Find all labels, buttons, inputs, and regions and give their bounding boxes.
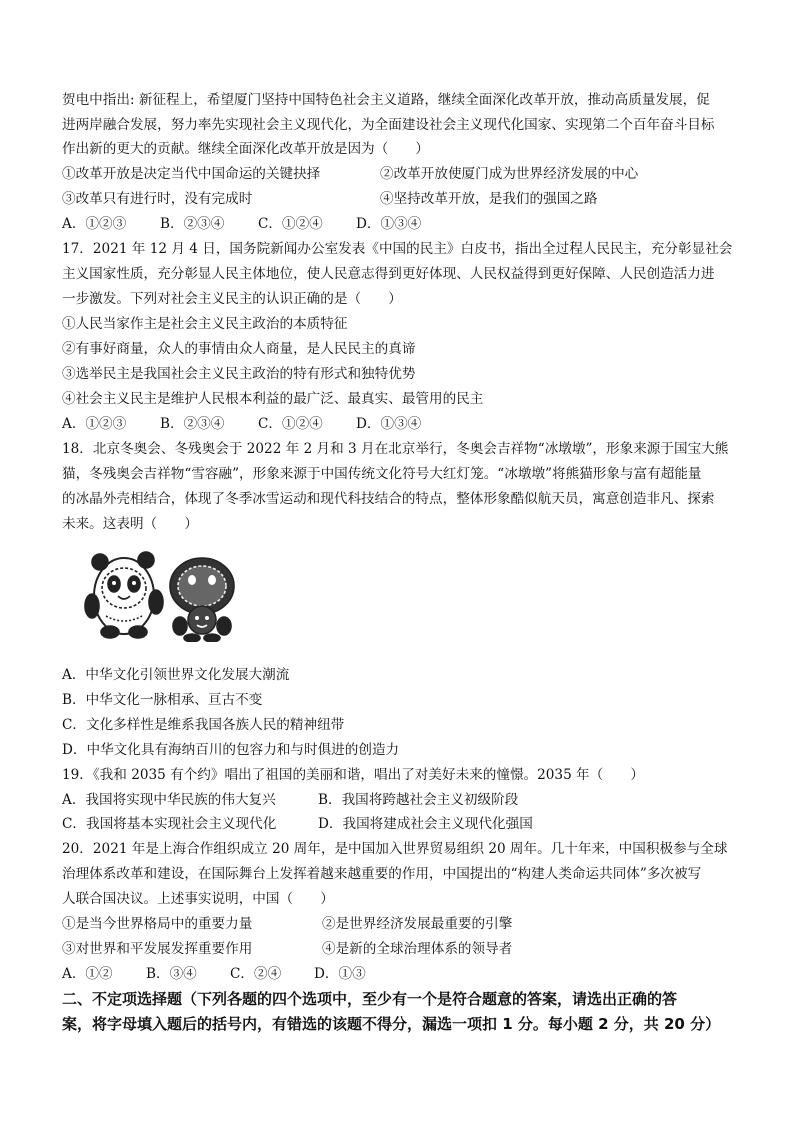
q18-stem-line-1: 18．北京冬奥会、冬残奥会于 2022 年 2 月和 3 月在北京举行，冬奥会吉祥物“冰墩墩”，形象来源于国宝大熊 [62,441,729,457]
q16-stem-line-2: 进两岸融合发展，努力率先实现社会主义现代化，为全面建设社会主义现代化国家、实现第二个百年奋斗目标 [62,117,715,133]
q18-option-d: D．中华文化具有海纳百川的包容力和与时俱进的创造力 [62,742,400,758]
q17-stem-line-3: 一步激发。下列对社会主义民主的认识正确的是（ ） [62,291,402,307]
q16-option-a: A．①②③ [62,216,127,232]
q18-option-b: B．中华文化一脉相承、亘古不变 [62,692,263,708]
q19-option-b: B．我国将跨越社会主义初级阶段 [318,792,519,808]
q20-item-3: ③对世界和平发展发挥重要作用 [62,941,253,957]
q20-item-2: ②是世界经济发展最重要的引擎 [322,916,513,932]
q16-option-d: D．①③④ [356,216,422,232]
q17-option-c: C．①②④ [258,416,323,432]
q16-stem-line-1: 贺电中指出: 新征程上，希望厦门坚持中国特色社会主义道路，继续全面深化改革开放，推动高质量发展，促 [62,92,710,108]
q18-stem-line-4: 未来。这表明（ ） [62,516,198,532]
q20-stem-line-1: 20．2021 年是上海合作组织成立 20 周年，是中国加入世界贸易组织 20 周年。几十年来，中国积极参与全球 [62,841,728,857]
q20-stem-line-2: 治理体系改革和建设，在国际舞台上发挥着越来越重要的作用，中国提出的“构建人类命运共同体”多次被写 [62,866,702,882]
shuey-rhon-rhon-figure [170,558,234,642]
q17-stem-line-1: 17．2021 年 12 月 4 日，国务院新闻办公室发表《中国的民主》白皮书，指出全过程人民民主，充分彰显社会 [62,241,733,257]
q16-stem-line-3: 作出新的更大的贡献。继续全面深化改革开放是因为（ ） [62,141,430,157]
q17-item-1: ①人民当家作主是社会主义民主政治的本质特征 [62,316,348,332]
q20-option-b: B．③④ [146,966,197,982]
q16-option-c: C．①②④ [258,216,323,232]
section-2-heading-line-1: 二、不定项选择题（下列各题的四个选项中，至少有一个是符合题意的答案，请选出正确的答 [62,990,678,1008]
q17-option-d: D．①③④ [356,416,422,432]
q18-stem-line-3: 的冰晶外壳相结合，体现了冬季冰雪运动和现代科技结合的特点，整体形象酷似航天员，寓意创造非凡、探索 [62,491,715,507]
q20-item-4: ④是新的全球治理体系的领导者 [322,941,513,957]
q17-item-2: ②有事好商量，众人的事情由众人商量，是人民民主的真谛 [62,341,416,357]
q16-option-b: B．②③④ [160,216,225,232]
q18-stem-line-2: 猫，冬残奥会吉祥物“雪容融”，形象来源于中国传统文化符号大红灯笼。“冰墩墩”将熊猫形象与富有超能量 [62,466,702,482]
q20-option-a: A．①② [62,966,113,982]
section-2-heading-line-2: 案，将字母填入题后的括号内，有错选的该题不得分，漏选一项扣 1 分。每小题 2 分，共 20 分） [62,1015,721,1033]
q16-item-3: ③改革只有进行时，没有完成时 [62,191,253,207]
q20-stem-line-3: 人联合国决议。上述事实说明，中国（ ） [62,891,334,907]
q20-option-d: D．①③ [314,966,366,982]
q17-stem-line-2: 主义国家性质，充分彰显人民主体地位，使人民意志得到更好体现、人民权益得到更好保障、人民创造活力进 [62,266,715,282]
q19-option-c: C．我国将基本实现社会主义现代化 [62,816,277,832]
q18-option-c: C．文化多样性是维系我国各族人民的精神纽带 [62,717,345,733]
q19-stem: 19．《我和 2035 有个约》唱出了祖国的美丽和谐，唱出了对美好未来的憧憬。2035 年（ ） [62,767,645,783]
q18-option-a: A．中华文化引领世界文化发展大潮流 [62,667,290,683]
q20-item-1: ①是当今世界格局中的重要力量 [62,916,253,932]
q20-option-c: C．②④ [230,966,282,982]
q17-item-4: ④社会主义民主是维护人民根本利益的最广泛、最真实、最管用的民主 [62,391,484,407]
q16-item-1: ①改革开放是决定当代中国命运的关键抉择 [62,166,321,182]
q19-option-a: A．我国将实现中华民族的伟大复兴 [62,792,276,808]
q16-item-2: ②改革开放使厦门成为世界经济发展的中心 [380,166,639,182]
bing-dwen-dwen-figure [85,552,163,638]
q17-option-b: B．②③④ [160,416,225,432]
olympic-mascots-image [80,546,246,642]
q17-option-a: A．①②③ [62,416,127,432]
q17-item-3: ③选举民主是我国社会主义民主政治的特有形式和独特优势 [62,366,416,382]
q19-option-d: D．我国将建成社会主义现代化强国 [318,816,533,832]
q16-item-4: ④坚持改革开放，是我们的强国之路 [380,191,598,207]
